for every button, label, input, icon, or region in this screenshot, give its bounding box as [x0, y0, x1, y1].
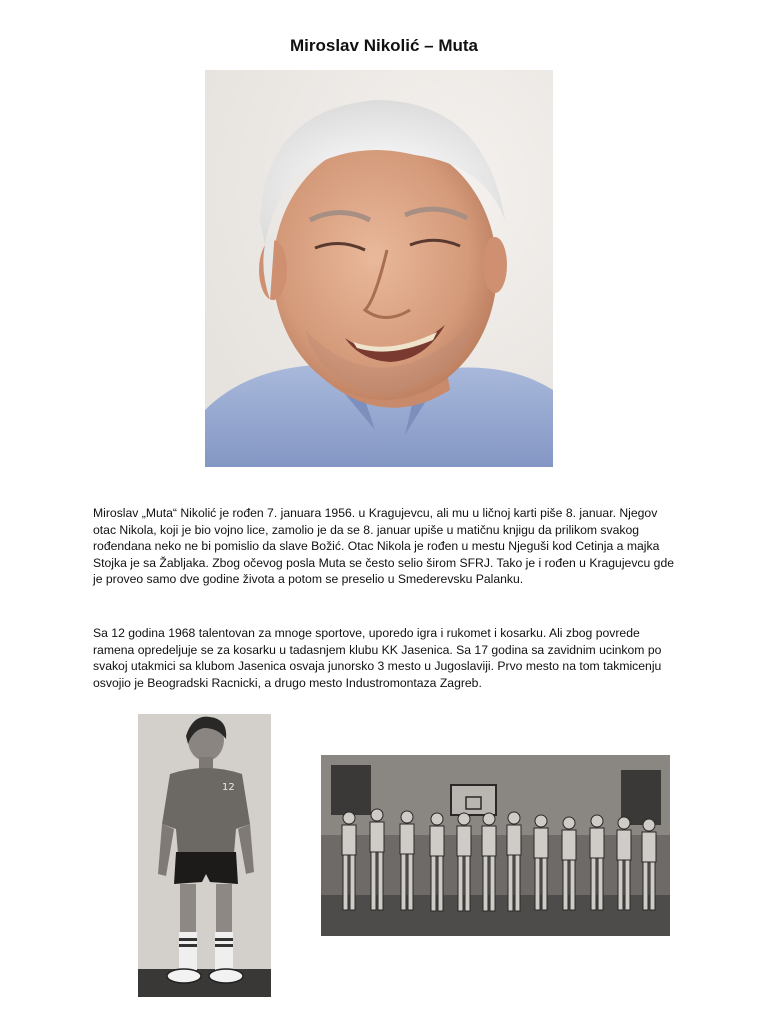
player-solo-photo	[138, 714, 271, 997]
biography-paragraph-1: Miroslav „Muta“ Nikolić je rođen 7. januara 1956. u Kragujevcu, ali mu u ličnoj karti piše 8. januar. Njegov otac Nikola, koji je bio vojno lice, zamolio je da se 8. januar upiše u matičnu knjigu da prilikom svakog rođendana neko ne bi pomislio da slave Božić. Otac Nikola je rođen u mestu Njeguši kod Cetinja a majka Stojka je sa Žabljaka. Zbog očevog posla Muta se često selio širom SFRJ. Tako je i rođen u Kragujevcu gde je proveo samo dve godine života a potom se preselio u Smederevsku Palanku.	[93, 506, 675, 587]
page-title: Miroslav Nikolić – Muta	[290, 36, 478, 55]
team-photo	[321, 755, 670, 936]
portrait-photo	[205, 70, 553, 467]
biography-paragraph-2: Sa 12 godina 1968 talentovan za mnoge sportove, uporedo igra i rukomet i kosarku. Ali zbog povrede ramena opredeljuje se za kosarku u tadasnjem klubu KK Jasenica. Sa 17 godina sa zavidnim ucinkom po svakoj utakmici sa klubom Jasenica osvaja junorsko 3 mesto u Jugoslaviji. Prvo mesto na tom takmicenju osvojio je Beogradski Racnicki, a drugo mesto Industromontaza Zagreb.	[93, 626, 662, 690]
jersey-number: 12	[222, 782, 235, 793]
